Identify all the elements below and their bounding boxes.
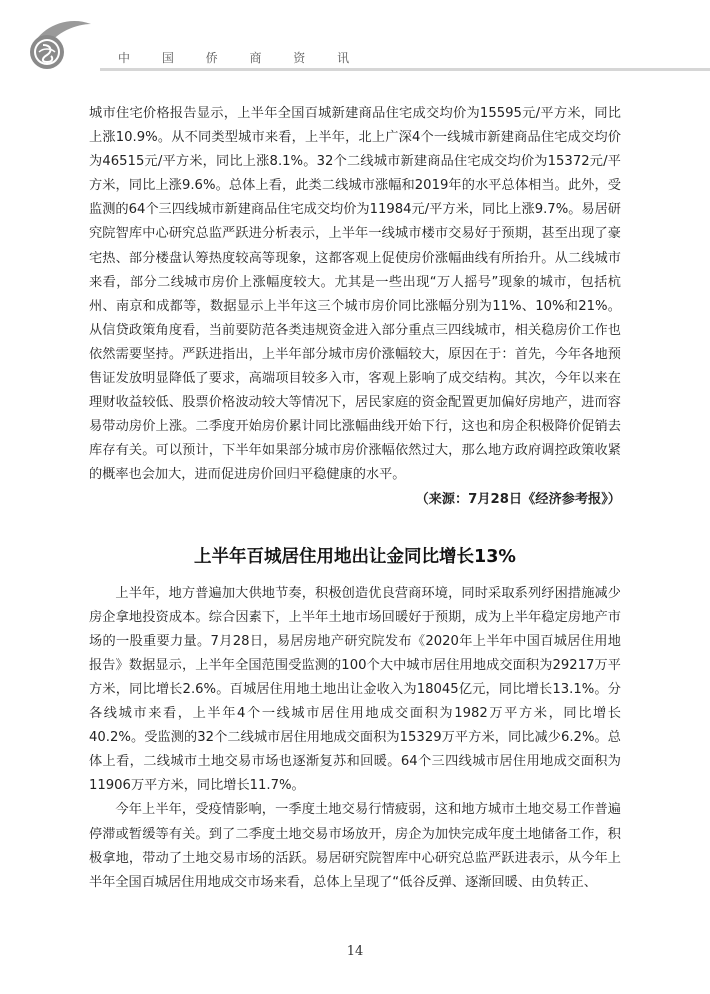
header-divider	[100, 68, 710, 71]
page-number: 14	[346, 944, 364, 959]
page-header	[0, 0, 710, 80]
article-paragraph: 城市住宅价格报告显示，上半年全国百城新建商品住宅成交均价为15595元/平方米，同比上涨10.9%。从不同类型城市来看，上半年，北上广深4个一线城市新建商品住宅成交均价为46515元/平方米，同比上涨8.1%。32个二线城市新建商品住宅成交均价为15372元/平方米，同比上涨9.6%。总体上看，此类二线城市涨幅和2019年的水平总体相当。此外，受监测的64个三四线城市新建商品住宅成交均价为11984元/平方米，同比上涨9.7%。易居研究院智库中心研究总监严跃进分析表示，上半年一线城市楼市交易好于预期，甚至出现了豪宅热、部分楼盘认筹热度较高等现象，这都客观上促使房价涨幅曲线有所抬升。从二线城市来看，部分二线城市房价上涨幅度较大。尤其是一些出现“万人摇号”现象的城市，包括杭州、南京和成都等，数据显示上半年这三个城市房价同比涨幅分别为11%、10%和21%。从信贷政策角度看，当前要防范各类违规资金进入部分重点三四线城市，相关稳房价工作也依然需要坚持。严跃进指出，上半年部分城市房价涨幅较大，原因在于：首先，今年各地预售证发放明显降低了要求，高端项目较多入市，客观上影响了成交结构。其次，今年以来在理财收益较低、股票价格波动较大等情况下，居民家庭的资金配置更加偏好房地产，进而容易带动房价上涨。二季度开始房价累计同比涨幅曲线开始下行，这也和房企积极降价促销去库存有关。可以预计，下半年如果部分城市房价涨幅依然过大，那么地方政府调控政策收紧的概率也会加大，进而促进房价回归平稳健康的水平。	[89, 106, 621, 483]
article-paragraph: 今年上半年，受疫情影响，一季度土地交易行情疲弱，这和地方城市土地交易工作普遍停滞或暂缓等有关。到了二季度土地交易市场放开，房企为加快完成年度土地储备工作，积极拿地，带动了土地交易市场的活跃。易居研究院智库中心研究总监严跃进表示，从今年上半年全国百城居住用地成交市场来看，总体上呈现了“低谷反弹、逐渐回暖、由负转正、	[89, 802, 621, 890]
header-title: 中 国 侨 商 资 讯	[118, 51, 364, 65]
article-paragraph: 上半年，地方普遍加大供地节奏，积极创造优良营商环境，同时采取系列纾困措施减少房企拿地投资成本。综合因素下，上半年土地市场回暖好于预期，成为上半年稳定房地产市场的一股重要力量。7月28日，易居房地产研究院发布《2020年上半年中国百城居住用地报告》数据显示，上半年全国范围受监测的100个大中城市居住用地成交面积为29217万平方米，同比增长2.6%。百城居住用地土地出让金收入为18045亿元，同比增长13.1%。分各线城市来看，上半年4个一线城市居住用地成交面积为1982万平方米，同比增长40.2%。受监测的32个二线城市居住用地成交面积为15329万平方米，同比减少6.2%。总体上看，二线城市土地交易市场也逐渐复苏和回暖。64个三四线城市居住用地成交面积为11906万平方米，同比增长11.7%。	[89, 585, 621, 794]
logo-icon	[25, 18, 95, 72]
article-source: （来源：7月28日《经济参考报》）	[415, 491, 621, 507]
section-heading: 上半年百城居住用地出让金同比增长13%	[194, 546, 516, 567]
article-body	[89, 102, 621, 895]
